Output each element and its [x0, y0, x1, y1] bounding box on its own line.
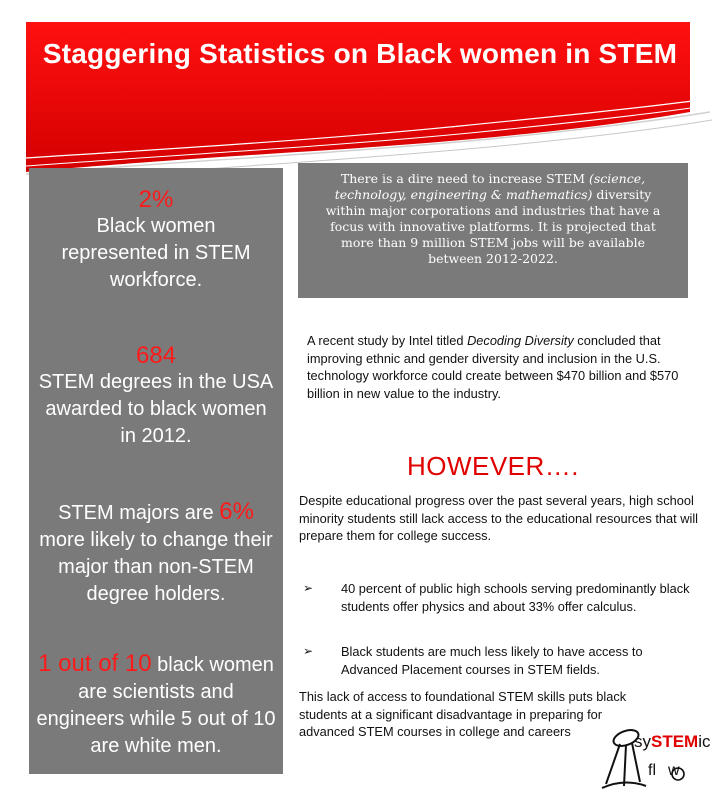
stat-stem-degrees [35, 342, 277, 450]
stat-scientists-engineers [35, 650, 277, 760]
study-text-pre: A recent study by Intel titled [307, 333, 468, 348]
stat-black-women-workforce [35, 186, 277, 294]
logo-wordmark-bottom: fl w [648, 762, 680, 779]
intro-box [298, 163, 688, 298]
stat-text-post: more likely to change their major than non-STEM degree holders. [39, 529, 273, 605]
despite-paragraph: Despite educational progress over the past several years, high school minority students still lack access to the educational resources that will prepare them for college success. [299, 493, 699, 543]
arrow-bullet-icon: ➢ [303, 581, 314, 595]
stat-text: STEM degrees in the USA awarded to black women in 2012. [38, 371, 274, 447]
stat-value: 1 out of 10 [38, 650, 152, 677]
page-title: Staggering Statistics on Black women in STEM [42, 38, 678, 69]
stats-column [29, 168, 283, 774]
bullet-text: Black students are much less likely to have access to Advanced Placement courses in STEM fields. [341, 644, 643, 677]
however-heading: HOWEVER…. [406, 451, 580, 481]
stat-text-pre: STEM majors are [58, 502, 220, 524]
bullet-text: 40 percent of public high schools serving predominantly black students offer physics and about 33% offer calculus. [341, 581, 690, 614]
logo-graphic [596, 716, 716, 794]
stat-value: 6% [219, 498, 254, 525]
intel-study-paragraph [307, 332, 707, 402]
stat-value: 684 [135, 342, 177, 369]
stat-text: Black women represented in STEM workforce. [61, 215, 251, 291]
arrow-bullet-icon: ➢ [303, 644, 314, 658]
stat-stem-majors [35, 498, 277, 608]
stat-text-post: black women are scientists and engineers while 5 out of 10 are white men. [36, 654, 276, 757]
logo-wordmark-top: sySTEMic [634, 732, 711, 751]
study-text-post: concluded that improving ethnic and gender diversity and inclusion in the U.S. technology workforce could create between $470 billion and $570 billion in new value to the industry. [307, 333, 679, 401]
stat-value: 2% [138, 186, 174, 213]
intro-text-post: diversity within major corporations and industries that have a focus with innovative platforms. It is projected that more than 9 million STEM jobs will be available between 2012-2022. [325, 187, 661, 266]
conclusion-paragraph: This lack of access to foundational STEM skills puts black students at a significant disadvantage in preparing for advanced STEM courses in college and careers [299, 689, 627, 739]
intro-text-italic: (science, technology, engineering & mathematics) [334, 171, 646, 202]
study-text-italic: Decoding Diversity [467, 333, 574, 348]
intro-text-pre: There is a dire need to increase STEM [340, 171, 589, 186]
systemic-flow-logo [596, 716, 716, 794]
